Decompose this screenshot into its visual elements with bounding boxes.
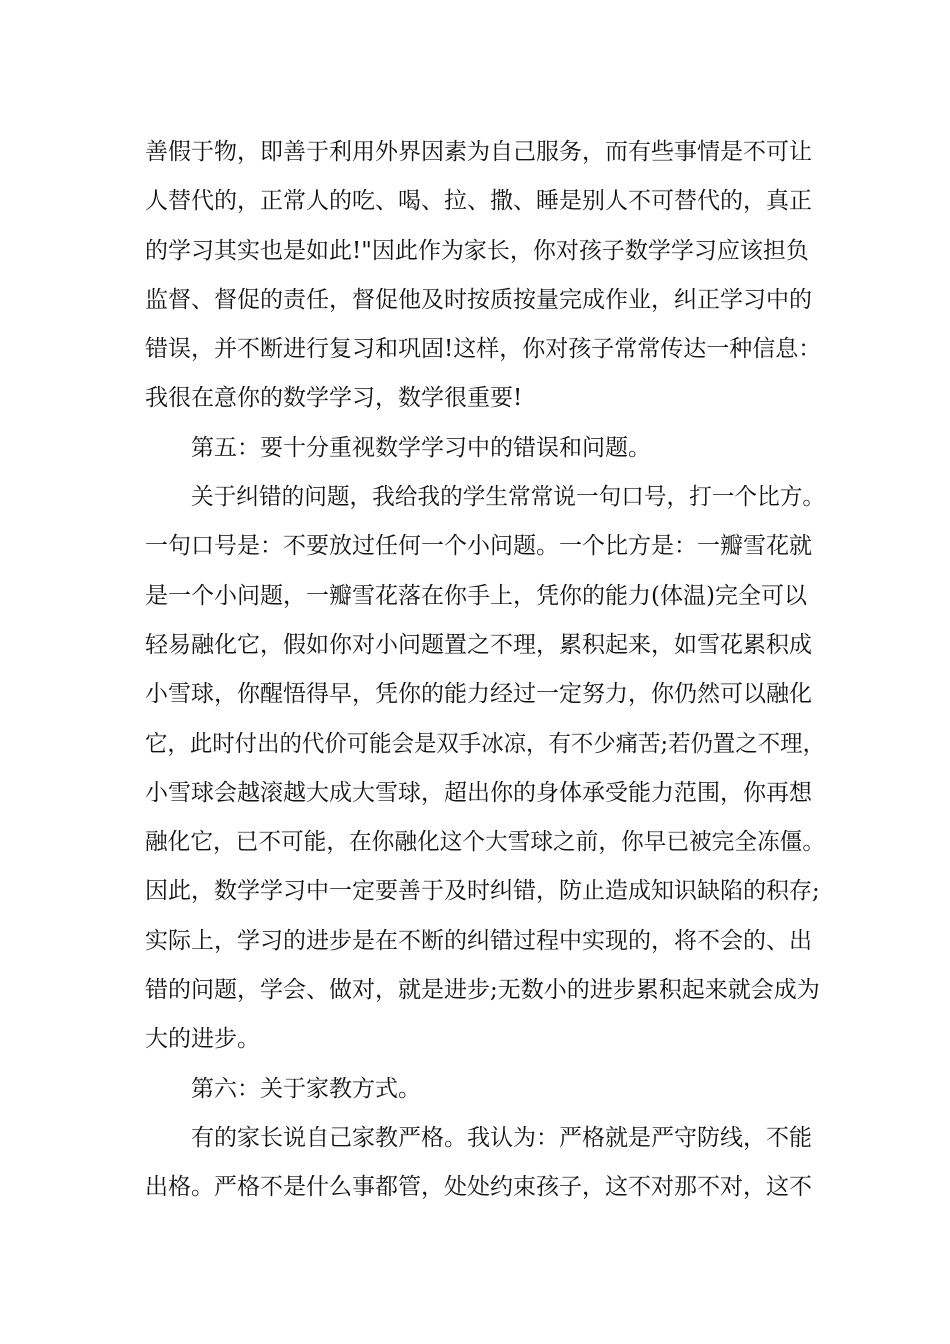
text-line: 因此，数学学习中一定要善于及时纠错，防止造成知识缺陷的积存; (145, 878, 820, 905)
text-line: 第六：关于家教方式。 (191, 1075, 421, 1102)
text-line: 我很在意你的数学学习，数学很重要! (145, 385, 523, 412)
text-line: 实际上，学习的进步是在不断的纠错过程中实现的，将不会的、出 (145, 927, 812, 954)
text-line: 关于纠错的问题，我给我的学生常常说一句口号，打一个比方。 (191, 484, 825, 511)
text-line: 一句口号是：不要放过任何一个小问题。一个比方是：一瓣雪花就 (145, 533, 812, 560)
document-body (145, 128, 825, 1213)
text-line: 错的问题，学会、做对，就是进步;无数小的进步累积起来就会成为 (145, 977, 820, 1004)
text-line: 第五：要十分重视数学学习中的错误和问题。 (191, 434, 651, 461)
text-line: 小雪球会越滚越大成大雪球，超出你的身体承受能力范围，你再想 (145, 779, 812, 806)
text-line: 融化它，已不可能，在你融化这个大雪球之前，你早已被完全冻僵。 (145, 829, 825, 856)
text-line: 监督、督促的责任，督促他及时按质按量完成作业，纠正学习中的 (145, 286, 812, 313)
text-line: 有的家长说自己家教严格。我认为：严格就是严守防线，不能 (191, 1124, 812, 1151)
text-line: 小雪球，你醒悟得早，凭你的能力经过一定努力，你仍然可以融化 (145, 681, 812, 708)
text-line: 大的进步。 (145, 1026, 260, 1053)
text-line: 错误，并不断进行复习和巩固!这样，你对孩子常常传达一种信息： (145, 336, 822, 363)
text-line: 它，此时付出的代价可能会是双手冰凉，有不少痛苦;若仍置之不理， (145, 730, 825, 757)
text-line: 善假于物，即善于利用外界因素为自己服务，而有些事情是不可让 (145, 139, 812, 165)
text-line: 轻易融化它，假如你对小问题置之不理，累积起来，如雪花累积成 (145, 631, 812, 658)
text-line: 人替代的，正常人的吃、喝、拉、撒、睡是别人不可替代的，真正 (145, 188, 812, 215)
text-line: 是一个小问题，一瓣雪花落在你手上，凭你的能力(体温)完全可以 (145, 582, 807, 609)
text-line: 出格。严格不是什么事都管，处处约束孩子，这不对那不对，这不 (145, 1174, 812, 1201)
text-line: 的学习其实也是如此!"因此作为家长，你对孩子数学学习应该担负 (145, 237, 809, 264)
